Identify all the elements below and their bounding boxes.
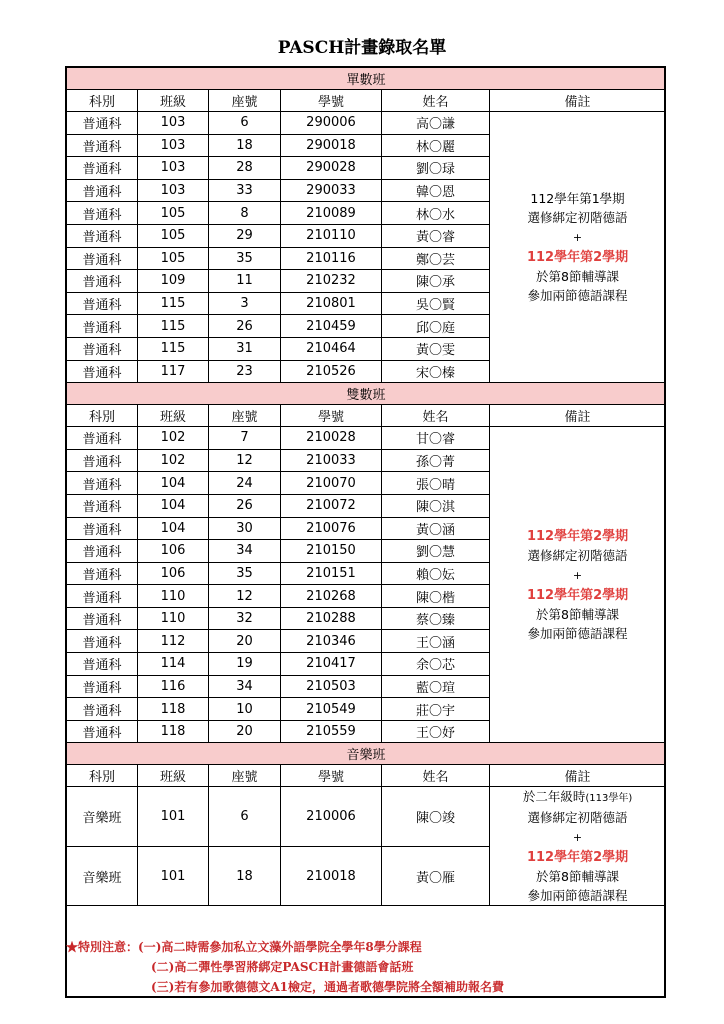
cell-seat: 32 — [209, 607, 281, 630]
notes-heading: ★特別注意： — [66, 940, 139, 954]
cell-student-id: 210151 — [281, 562, 382, 585]
cell-name: 陳〇楷 — [382, 585, 490, 608]
cell-department: 普通科 — [67, 630, 138, 653]
cell-seat: 11 — [209, 270, 281, 293]
note-line-1 — [66, 937, 656, 957]
column-header-seat: 座號 — [209, 90, 281, 112]
cell-department: 普通科 — [67, 360, 138, 383]
column-header-department: 科別 — [67, 405, 138, 427]
remark-text: 參加兩節德語課程 — [527, 888, 628, 904]
cell-seat: 12 — [209, 449, 281, 472]
cell-department: 普通科 — [67, 112, 138, 135]
section-title: 音樂班 — [67, 743, 666, 765]
cell-student-id: 210076 — [281, 517, 382, 540]
cell-student-id: 210268 — [281, 585, 382, 608]
cell-student-id: 210018 — [281, 846, 382, 906]
cell-department: 普通科 — [67, 585, 138, 608]
cell-student-id: 210028 — [281, 427, 382, 450]
remark-text: 112學年第2學期 — [526, 588, 629, 604]
table-frame — [65, 66, 666, 998]
cell-department: 普通科 — [67, 607, 138, 630]
cell-class: 104 — [138, 517, 209, 540]
remark-text: 於第8節輔導課 — [536, 869, 620, 885]
remark-text: 參加兩節德語課程 — [527, 626, 628, 642]
cell-name: 王〇妤 — [382, 720, 490, 743]
cell-name: 黃〇雯 — [382, 337, 490, 360]
cell-seat: 35 — [209, 562, 281, 585]
cell-department: 普通科 — [67, 179, 138, 202]
special-notes — [66, 937, 656, 997]
cell-student-id: 210089 — [281, 202, 382, 225]
cell-name: 藍〇瑄 — [382, 675, 490, 698]
column-header-student-id: 學號 — [281, 405, 382, 427]
cell-seat: 7 — [209, 427, 281, 450]
column-header-department: 科別 — [67, 90, 138, 112]
cell-student-id: 210110 — [281, 224, 382, 247]
remark-text: + — [572, 831, 583, 845]
cell-name: 吳〇賢 — [382, 292, 490, 315]
cell-seat: 6 — [209, 112, 281, 135]
remark-text: 112學年第2學期 — [526, 529, 629, 545]
cell-department: 普通科 — [67, 449, 138, 472]
note-item: (三)若有參加歌德德文A1檢定，通過者歌德學院將全額補助報名費 — [151, 980, 505, 994]
cell-class: 105 — [138, 202, 209, 225]
cell-student-id: 210459 — [281, 315, 382, 338]
cell-class: 110 — [138, 585, 209, 608]
cell-name: 陳〇淇 — [382, 494, 490, 517]
cell-department: 普通科 — [67, 427, 138, 450]
cell-class: 103 — [138, 112, 209, 135]
cell-name: 陳〇竣 — [382, 787, 490, 847]
column-header-remarks: 備註 — [490, 765, 666, 787]
cell-department: 普通科 — [67, 247, 138, 270]
cell-class: 110 — [138, 607, 209, 630]
remark-text: 112學年第2學期 — [526, 250, 629, 266]
cell-class: 105 — [138, 224, 209, 247]
cell-student-id: 210503 — [281, 675, 382, 698]
column-header-seat: 座號 — [209, 405, 281, 427]
cell-seat: 33 — [209, 179, 281, 202]
cell-class: 115 — [138, 292, 209, 315]
remark-suffix: (113學年) — [585, 793, 633, 805]
cell-class: 105 — [138, 247, 209, 270]
cell-department: 普通科 — [67, 562, 138, 585]
cell-name: 黃〇涵 — [382, 517, 490, 540]
cell-class: 118 — [138, 720, 209, 743]
cell-class: 112 — [138, 630, 209, 653]
column-header-remarks: 備註 — [490, 405, 666, 427]
cell-name: 莊〇宇 — [382, 698, 490, 721]
column-header-name: 姓名 — [382, 765, 490, 787]
cell-seat: 8 — [209, 202, 281, 225]
cell-department: 普通科 — [67, 157, 138, 180]
note-item: (一)高二時需參加私立文藻外語學院全學年8學分課程 — [138, 940, 422, 954]
cell-class: 115 — [138, 315, 209, 338]
cell-name: 林〇麗 — [382, 134, 490, 157]
cell-student-id: 290018 — [281, 134, 382, 157]
cell-seat: 30 — [209, 517, 281, 540]
cell-class: 101 — [138, 846, 209, 906]
cell-seat: 26 — [209, 494, 281, 517]
column-header-seat: 座號 — [209, 765, 281, 787]
cell-student-id: 210346 — [281, 630, 382, 653]
cell-department: 普通科 — [67, 134, 138, 157]
cell-department: 普通科 — [67, 675, 138, 698]
cell-student-id: 290028 — [281, 157, 382, 180]
cell-name: 黃〇睿 — [382, 224, 490, 247]
cell-department: 普通科 — [67, 270, 138, 293]
cell-class: 103 — [138, 157, 209, 180]
cell-student-id: 290033 — [281, 179, 382, 202]
cell-student-id: 210526 — [281, 360, 382, 383]
cell-student-id: 210417 — [281, 653, 382, 676]
remark-text: 選修綁定初階德語 — [527, 548, 628, 564]
cell-class: 115 — [138, 337, 209, 360]
cell-student-id: 210232 — [281, 270, 382, 293]
cell-student-id: 210006 — [281, 787, 382, 847]
cell-name: 黃〇雁 — [382, 846, 490, 906]
cell-department: 普通科 — [67, 517, 138, 540]
cell-name: 孫〇菁 — [382, 449, 490, 472]
cell-student-id: 210150 — [281, 540, 382, 563]
cell-name: 韓〇恩 — [382, 179, 490, 202]
cell-seat: 28 — [209, 157, 281, 180]
cell-student-id: 210801 — [281, 292, 382, 315]
cell-class: 103 — [138, 134, 209, 157]
cell-student-id: 210116 — [281, 247, 382, 270]
cell-department: 普通科 — [67, 494, 138, 517]
cell-class: 102 — [138, 449, 209, 472]
cell-student-id: 210464 — [281, 337, 382, 360]
cell-class: 118 — [138, 698, 209, 721]
cell-student-id: 210549 — [281, 698, 382, 721]
cell-seat: 34 — [209, 540, 281, 563]
cell-class: 114 — [138, 653, 209, 676]
cell-class: 104 — [138, 494, 209, 517]
remark-text: 參加兩節德語課程 — [527, 288, 628, 304]
cell-name: 張〇晴 — [382, 472, 490, 495]
remark-text: + — [572, 569, 583, 583]
cell-student-id: 290006 — [281, 112, 382, 135]
cell-class: 116 — [138, 675, 209, 698]
remark-text: + — [572, 231, 583, 245]
column-header-student-id: 學號 — [281, 765, 382, 787]
cell-student-id: 210288 — [281, 607, 382, 630]
cell-department: 普通科 — [67, 653, 138, 676]
cell-department: 普通科 — [67, 292, 138, 315]
cell-seat: 34 — [209, 675, 281, 698]
cell-name: 余〇芯 — [382, 653, 490, 676]
cell-department: 普通科 — [67, 698, 138, 721]
note-line-2 — [66, 957, 656, 977]
cell-department: 音樂班 — [67, 846, 138, 906]
column-header-name: 姓名 — [382, 405, 490, 427]
cell-department: 普通科 — [67, 337, 138, 360]
column-header-name: 姓名 — [382, 90, 490, 112]
cell-department: 普通科 — [67, 315, 138, 338]
cell-seat: 20 — [209, 720, 281, 743]
cell-student-id: 210070 — [281, 472, 382, 495]
cell-name: 賴〇妘 — [382, 562, 490, 585]
cell-department: 普通科 — [67, 202, 138, 225]
cell-name: 林〇水 — [382, 202, 490, 225]
cell-seat: 29 — [209, 224, 281, 247]
cell-department: 普通科 — [67, 472, 138, 495]
cell-name: 宋〇榛 — [382, 360, 490, 383]
cell-name: 劉〇琭 — [382, 157, 490, 180]
cell-student-id: 210033 — [281, 449, 382, 472]
cell-name: 陳〇承 — [382, 270, 490, 293]
cell-seat: 18 — [209, 846, 281, 906]
cell-student-id: 210072 — [281, 494, 382, 517]
cell-seat: 20 — [209, 630, 281, 653]
cell-seat: 6 — [209, 787, 281, 847]
cell-department: 普通科 — [67, 224, 138, 247]
note-line-3 — [66, 977, 656, 997]
cell-class: 117 — [138, 360, 209, 383]
cell-seat: 35 — [209, 247, 281, 270]
cell-name: 蔡〇臻 — [382, 607, 490, 630]
cell-class: 106 — [138, 540, 209, 563]
cell-seat: 19 — [209, 653, 281, 676]
cell-name: 王〇涵 — [382, 630, 490, 653]
cell-name: 高〇謙 — [382, 112, 490, 135]
cell-class: 104 — [138, 472, 209, 495]
remark-text: 於第8節輔導課 — [536, 607, 620, 623]
cell-name: 劉〇慧 — [382, 540, 490, 563]
column-header-class: 班級 — [138, 90, 209, 112]
cell-name: 邱〇庭 — [382, 315, 490, 338]
cell-seat: 10 — [209, 698, 281, 721]
remark-text: 112學年第2學期 — [526, 850, 629, 866]
cell-seat: 23 — [209, 360, 281, 383]
cell-department: 普通科 — [67, 720, 138, 743]
cell-class: 106 — [138, 562, 209, 585]
cell-seat: 24 — [209, 472, 281, 495]
cell-seat: 26 — [209, 315, 281, 338]
cell-seat: 31 — [209, 337, 281, 360]
cell-class: 103 — [138, 179, 209, 202]
remark-text: 於二年級時 — [522, 789, 586, 805]
cell-seat: 3 — [209, 292, 281, 315]
section-title: 雙數班 — [67, 383, 666, 405]
note-item: (二)高二彈性學習將綁定PASCH計畫德語會話班 — [151, 960, 414, 974]
column-header-department: 科別 — [67, 765, 138, 787]
cell-name: 鄭〇芸 — [382, 247, 490, 270]
cell-seat: 18 — [209, 134, 281, 157]
column-header-remarks: 備註 — [490, 90, 666, 112]
column-header-class: 班級 — [138, 765, 209, 787]
remark-text: 於第8節輔導課 — [536, 269, 620, 285]
remark-text: 選修綁定初階德語 — [527, 810, 628, 826]
cell-class: 109 — [138, 270, 209, 293]
cell-student-id: 210559 — [281, 720, 382, 743]
column-header-student-id: 學號 — [281, 90, 382, 112]
cell-department: 音樂班 — [67, 787, 138, 847]
cell-name: 甘〇睿 — [382, 427, 490, 450]
cell-seat: 12 — [209, 585, 281, 608]
page-title: PASCH計畫錄取名單 — [277, 38, 447, 58]
remark-text: 選修綁定初階德語 — [527, 210, 628, 226]
cell-department: 普通科 — [67, 540, 138, 563]
remark-text: 112學年第1學期 — [530, 191, 625, 207]
cell-class: 102 — [138, 427, 209, 450]
section-title: 單數班 — [67, 68, 666, 90]
column-header-class: 班級 — [138, 405, 209, 427]
cell-class: 101 — [138, 787, 209, 847]
